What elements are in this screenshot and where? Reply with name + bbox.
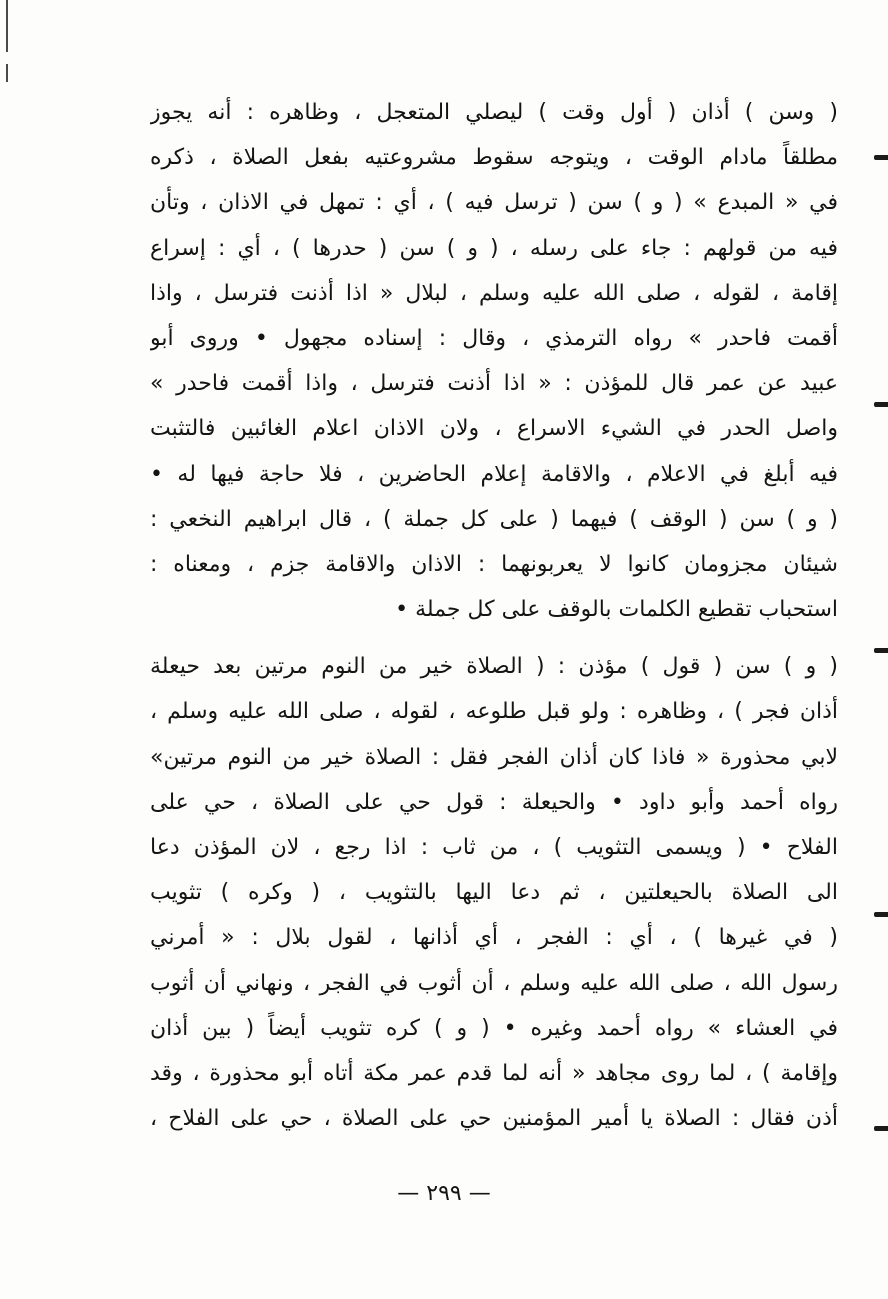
text-line: في العشاء » رواه أحمد وغيره • ( و ) كره تثويب أيضاً ( بين أذان [150, 1015, 838, 1041]
text-line: أقمت فاحدر » رواه الترمذي ، وقال : إسناده مجهول • وروى أبو [150, 325, 838, 351]
text-line: شيئان مجزومان كانوا لا يعربونهما : الاذان والاقامة جزم ، ومعناه : [150, 551, 838, 577]
paragraph-2 [150, 644, 838, 1141]
margin-mark [874, 402, 888, 407]
text-line: في « المبدع » ( و ) سن ( ترسل فيه ) ، أي : تمهل في الاذان ، وتأن [150, 190, 838, 216]
page-number: — ٢٩٩ — [397, 1181, 491, 1206]
text-line: مطلقاً مادام الوقت ، ويتوجه سقوط مشروعتيه بفعل الصلاة ، ذكره [150, 145, 838, 171]
text-line: أذن فقال : الصلاة يا أمير المؤمنين حي على الصلاة ، حي على الفلاح ، [150, 1106, 838, 1132]
text-line: ( في غيرها ) ، أي : الفجر ، أي أذانها ، لقول بلال : « أمرني [150, 925, 838, 951]
text-line: أذان فجر ) ، وظاهره : ولو قبل طلوعه ، لقوله ، صلى الله عليه وسلم ، [150, 699, 838, 725]
text-line: رواه أحمد وأبو داود • والحيعلة : قول حي على الصلاة ، حي على [150, 789, 838, 815]
scan-edge-line [6, 0, 8, 52]
text-line: الى الصلاة بالحيعلتين ، ثم دعا اليها بالتثويب ، ( وكره ) تثويب [150, 880, 838, 906]
margin-mark [874, 155, 888, 160]
text-line: لابي محذورة « فاذا كان أذان الفجر فقل : الصلاة خير من النوم مرتين» [150, 744, 838, 770]
margin-mark [874, 912, 888, 917]
text-line: ( وسن ) أذان ( أول وقت ) ليصلي المتعجل ، وظاهره : أنه يجوز [150, 100, 838, 125]
main-text [150, 90, 838, 1141]
text-line: عبيد عن عمر قال للمؤذن : « اذا أذنت فترسل ، واذا أقمت فاحدر » [150, 371, 838, 397]
text-line: واصل الحدر في الشيء الاسراع ، ولان الاذان اعلام الغائبين فالتثبت [150, 416, 838, 442]
text-line: فيه أبلغ في الاعلام ، والاقامة إعلام الحاضرين ، فلا حاجة فيها له • [150, 461, 838, 487]
margin-mark [874, 648, 888, 653]
paragraph-1 [150, 90, 838, 632]
text-line: فيه من قولهم : جاء على رسله ، ( و ) سن ( حدرها ) ، أي : إسراع [150, 235, 838, 261]
text-line: استحباب تقطيع الكلمات بالوقف على كل جملة • [395, 597, 838, 623]
text-line: ( و ) سن ( الوقف ) فيهما ( على كل جملة ) ، قال ابراهيم النخعي : [150, 506, 838, 532]
text-line: رسول الله ، صلى الله عليه وسلم ، أن أثوب في الفجر ، ونهاني أن أثوب [150, 970, 838, 996]
text-line: ( و ) سن ( قول ) مؤذن : ( الصلاة خير من النوم مرتين بعد حيعلة [150, 654, 838, 680]
paragraph-gap [150, 632, 838, 644]
text-line: إقامة ، لقوله ، صلى الله عليه وسلم ، لبلال « اذا أذنت فترسل ، واذا [150, 280, 838, 306]
scan-edge-line [6, 64, 8, 82]
text-line: الفلاح • ( ويسمى التثويب ) ، من ثاب : اذا رجع ، لان المؤذن دعا [150, 835, 838, 860]
margin-mark [874, 1126, 888, 1131]
text-line: وإقامة ) ، لما روى مجاهد « أنه لما قدم عمر مكة أتاه أبو محذورة ، وقد [150, 1060, 838, 1086]
